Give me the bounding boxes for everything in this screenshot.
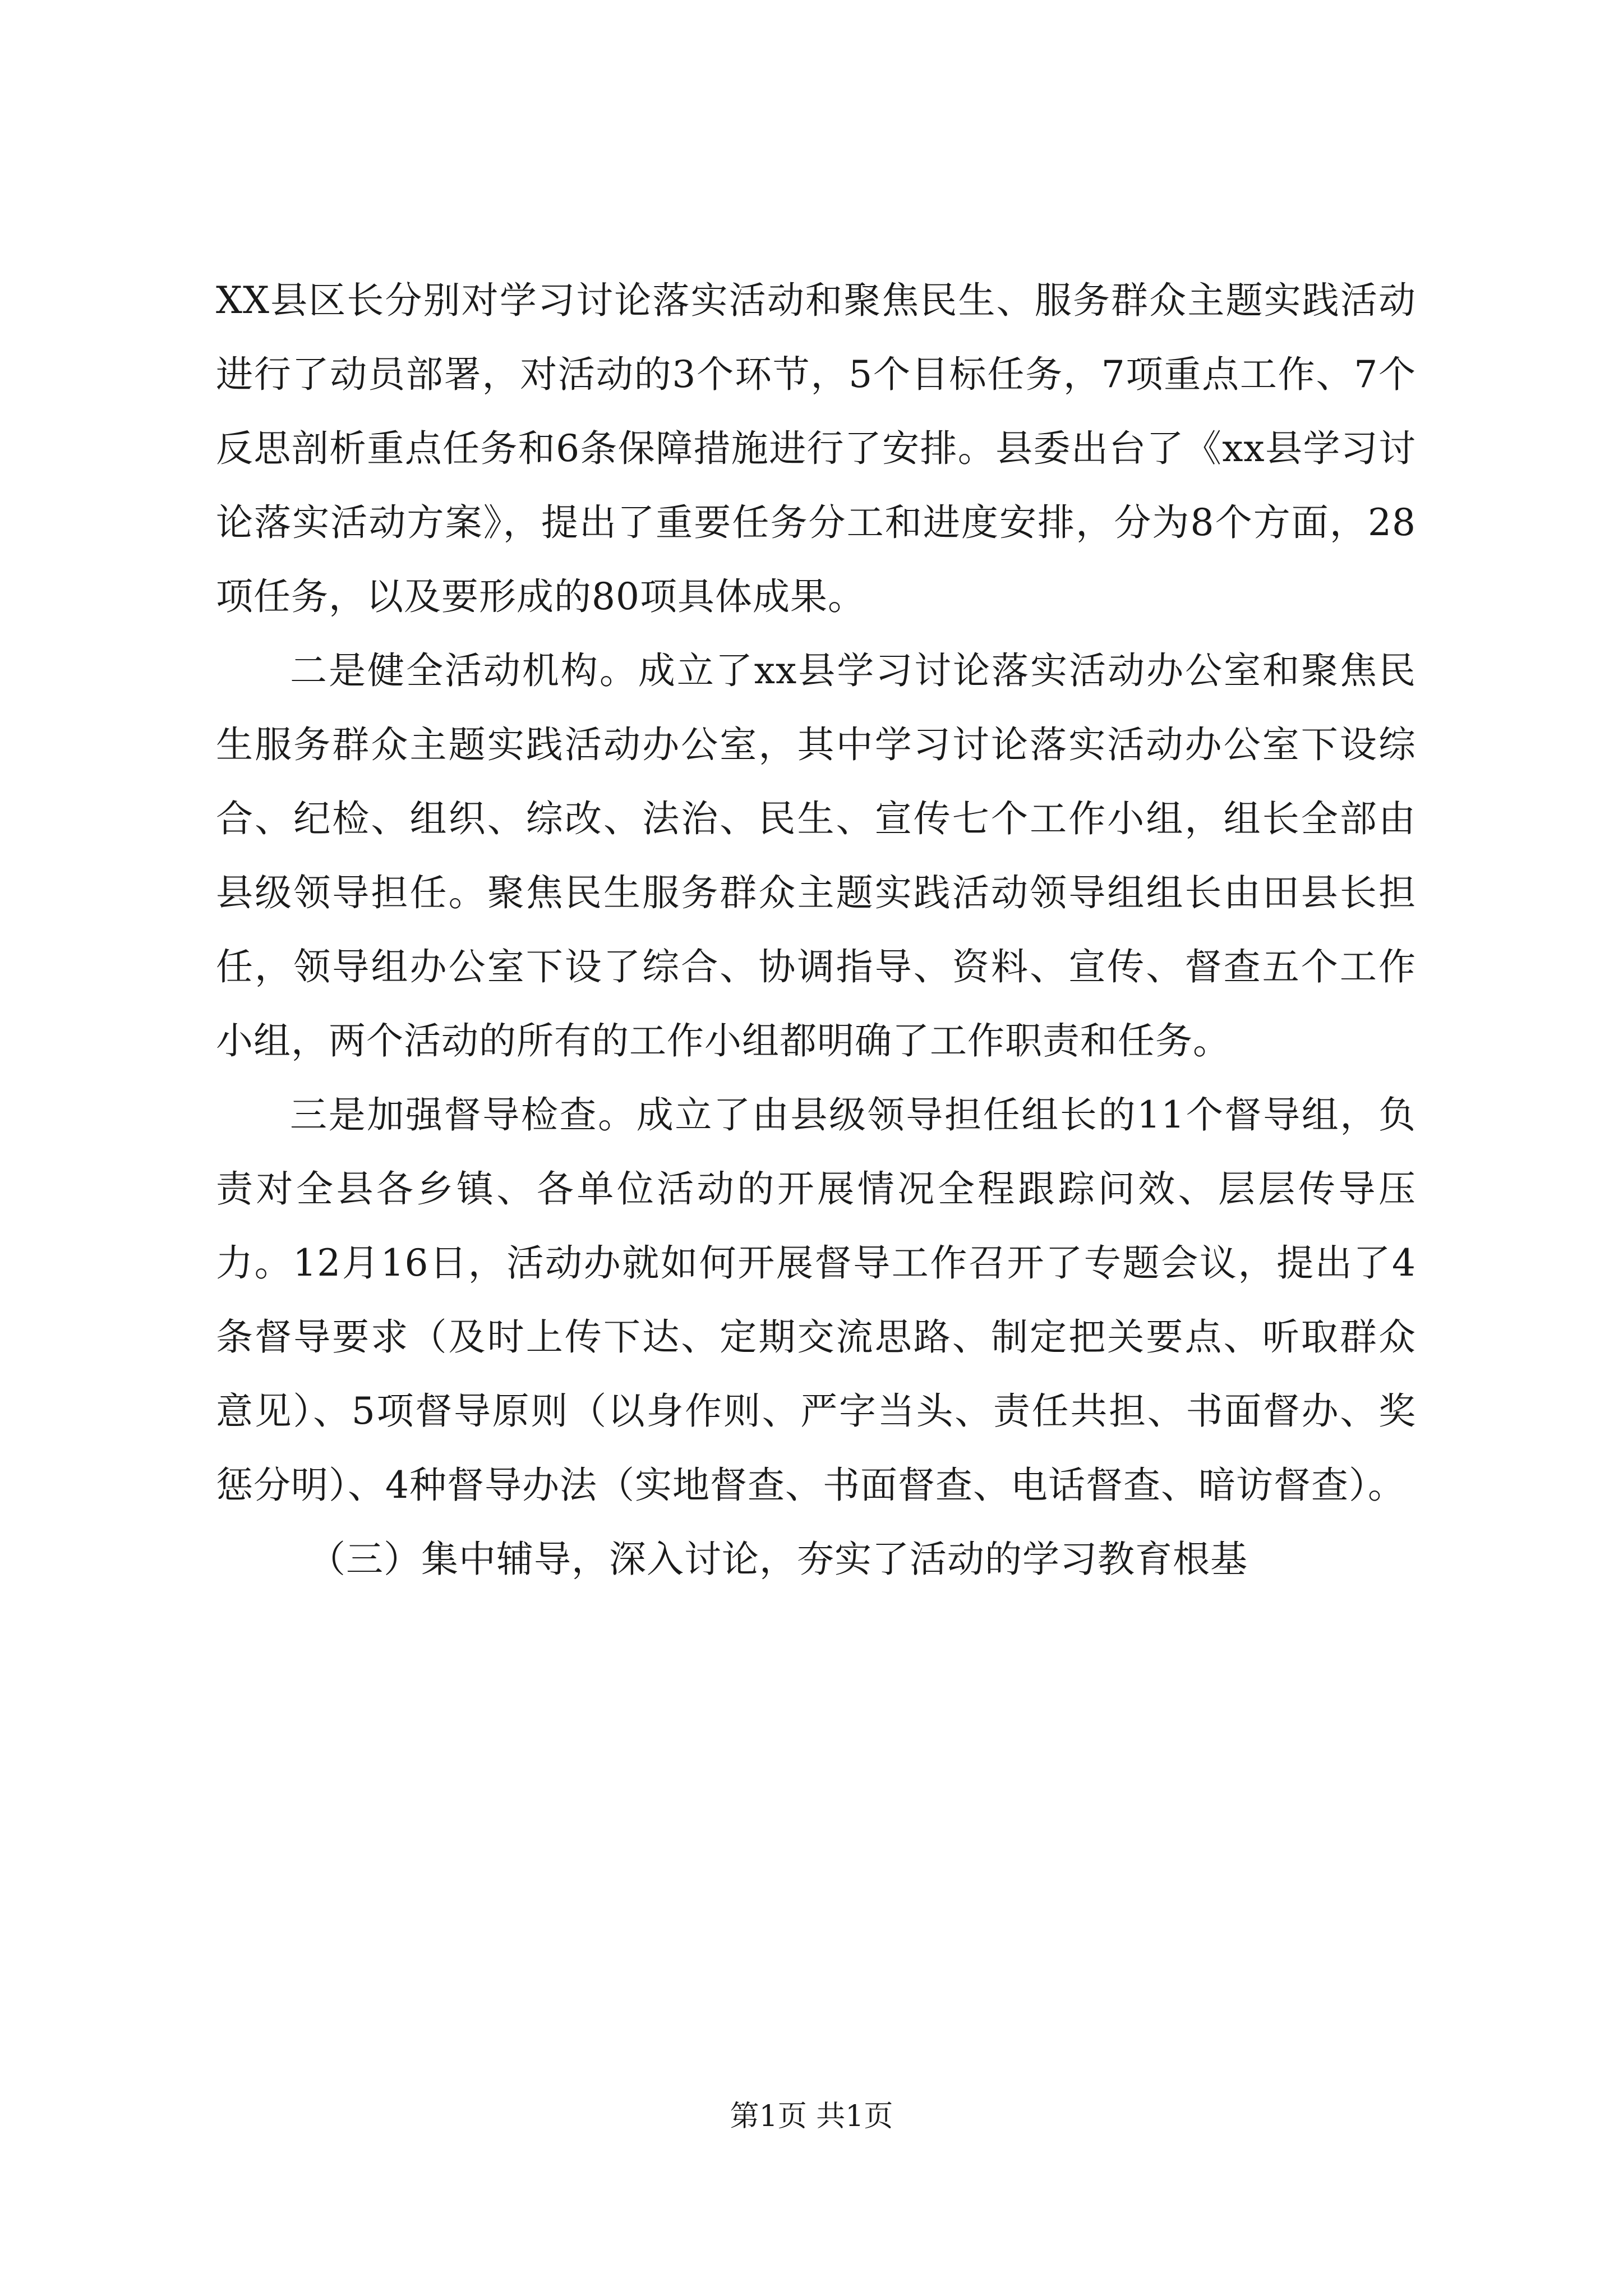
paragraph-continuation: XX县区长分别对学习讨论落实活动和聚焦民生、服务群众主题实践活动进行了动员部署，对活动的3个环节，5个目标任务，7项重点工作、7个反思剖析重点任务和6条保障措施进行了安排。县委出台了《xx县学习讨论落实活动方案》，提出了重要任务分工和进度安排，分为8个方面，28项任务，以及要形成的80项具体成果。	[216, 279, 1416, 618]
section-heading: （三）集中辅导，深入讨论，夯实了活动的学习教育根基	[308, 1538, 1248, 1581]
paragraph-supervision: 三是加强督导检查。成立了由县级领导担任组长的11个督导组，负责对全县各乡镇、各单位活动的开展情况全程跟踪问效、层层传导压力。12月16日，活动办就如何开展督导工作召开了专题会议，提出了4条督导要求（及时上传下达、定期交流思路、制定把关要点、听取群众意见）、5项督导原则（以身作则、严字当头、责任共担、书面督办、奖惩分明）、4种督导办法（实地督查、书面督查、电话督查、暗访督查）。	[216, 1093, 1416, 1507]
paragraph-organization: 二是健全活动机构。成立了xx县学习讨论落实活动办公室和聚焦民生服务群众主题实践活动办公室，其中学习讨论落实活动办公室下设综合、纪检、组织、综改、法治、民生、宣传七个工作小组，组长全部由县级领导担任。聚焦民生服务群众主题实践活动领导组组长由田县长担任，领导组办公室下设了综合、协调指导、资料、宣传、督查五个工作小组，两个活动的所有的工作小组都明确了工作职责和任务。	[216, 649, 1416, 1062]
page-footer: 第1页 共1页	[730, 2100, 893, 2133]
document-body	[216, 264, 1416, 1596]
